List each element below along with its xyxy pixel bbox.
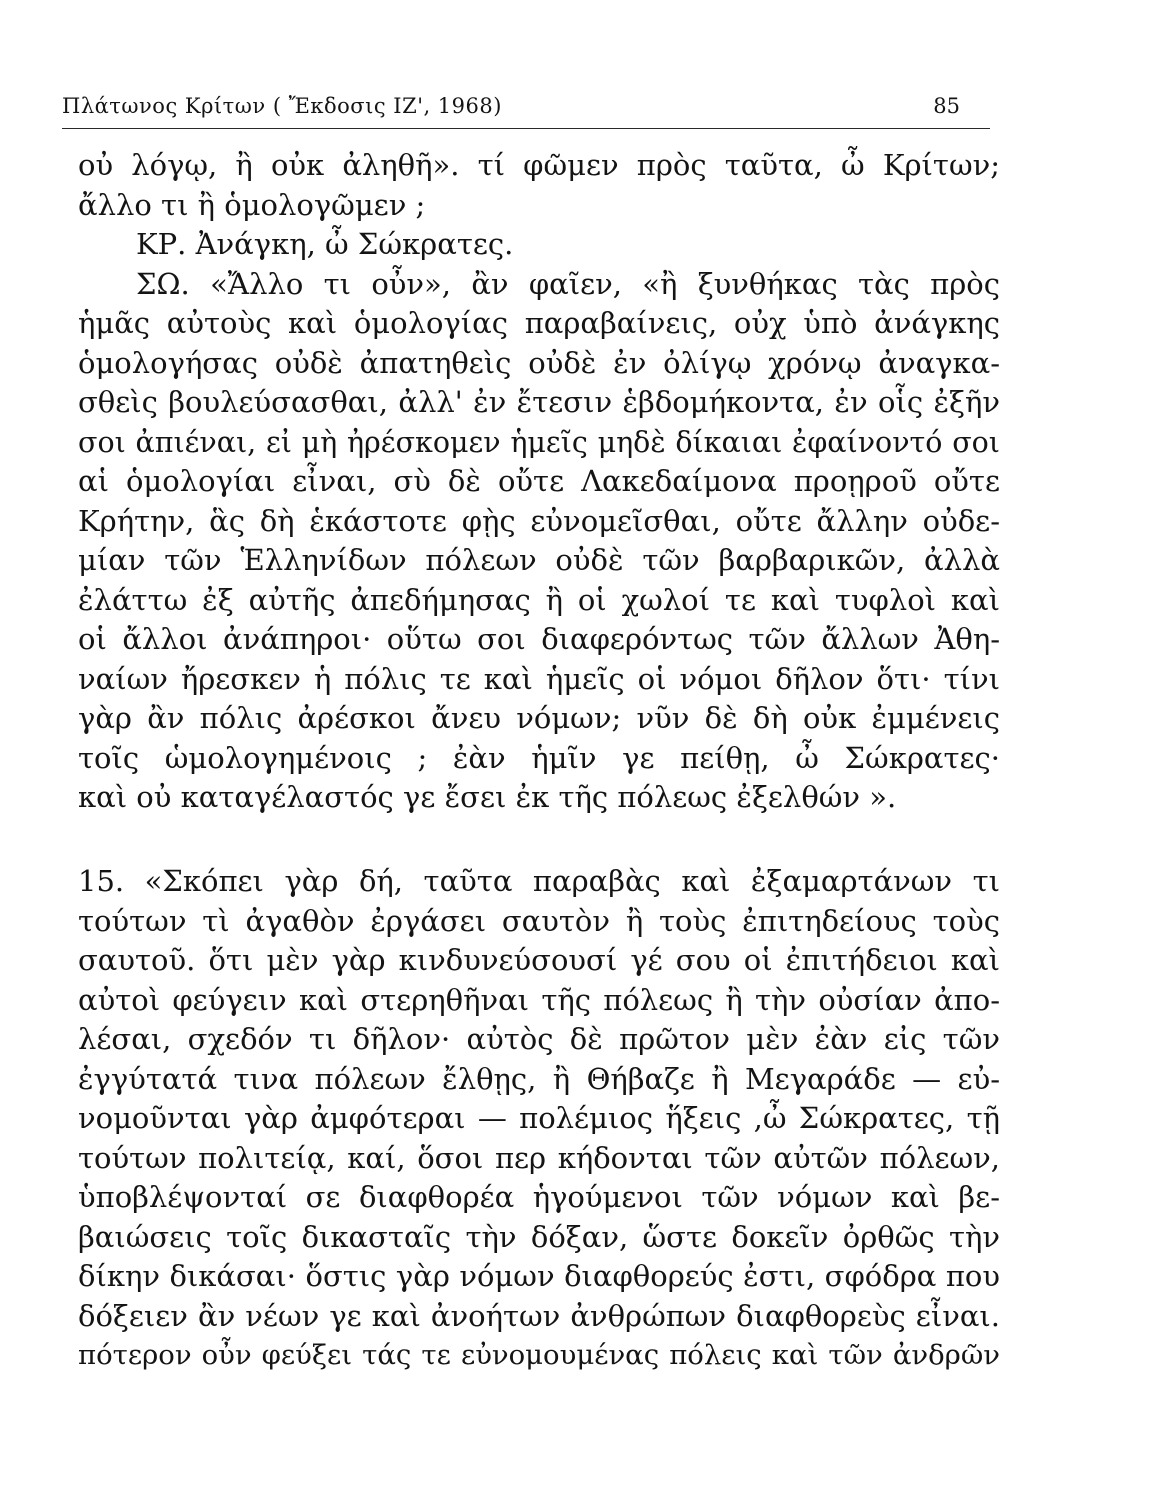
text-line: ἡμᾶς αὐτοὺς καὶ ὁμολογίας παραβαίνεις, οὐχ ὑπὸ ἀνάγκης (78, 306, 1000, 340)
text-line: ναίων ἤρεσκεν ἡ πόλις τε καὶ ἡμεῖς οἱ νόμοι δῆλον ὅτι· τίνι (78, 661, 1000, 696)
text-line: δίκην δικάσαι· ὅστις γὰρ νόμων διαφθορεύς ἐστι, σφόδρα που (78, 1259, 1000, 1293)
text-line: αὐτοὶ φεύγειν καὶ στερηθῆναι τῆς πόλεως ἢ τὴν οὐσίαν ἀπο- (78, 982, 1000, 1017)
text-line: σθεὶς βουλεύσασθαι, ἀλλ' ἐν ἔτεσιν ἑβδομήκοντα, ἐν οἷς ἐξῆν (78, 385, 1000, 419)
text-line: οἱ ἄλλοι ἀνάπηροι· οὕτω σοι διαφερόντως τῶν ἄλλων Ἀθη- (78, 622, 1000, 656)
text-block-section-15 (78, 862, 1000, 1376)
page-number: 85 (933, 94, 960, 118)
text-line: ὁμολογήσας οὐδὲ ἀπατηθεὶς οὐδὲ ἐν ὀλίγῳ χρόνῳ ἀναγκα- (78, 345, 1000, 380)
text-line: ἄλλο τι ἢ ὁμολογῶμεν ; (78, 187, 426, 222)
running-title: Πλάτωνος Κρίτων ( Ἔκδοσις ΙΖ', 1968) (62, 94, 502, 118)
speaker-line-so: ΣΩ. «Ἄλλο τι οὖν», ἂν φαῖεν, «ἢ ξυνθήκας τὰς πρὸς (136, 266, 1000, 301)
text-line: τούτων πολιτείᾳ, καί, ὅσοι περ κήδονται τῶν αὐτῶν πόλεων, (78, 1140, 1000, 1175)
text-line: σοι ἀπιέναι, εἰ μὴ ἠρέσκομεν ἡμεῖς μηδὲ δίκαιαι ἐφαίνοντό σοι (78, 425, 1000, 459)
section-15-first-line: 15. «Σκόπει γὰρ δή, ταῦτα παραβὰς καὶ ἐξαμαρτάνων τι (78, 864, 1000, 898)
text-line: ἐγγύτατά τινα πόλεων ἔλθῃς, ἢ Θήβαζε ἢ Μεγαράδε — εὐ- (78, 1061, 1000, 1096)
text-line: λέσαι, σχεδόν τι δῆλον· αὐτὸς δὲ πρῶτον μὲν ἐὰν εἰς τῶν (78, 1022, 1000, 1056)
text-line: τοῖς ὡμολογημένοις ; ἐὰν ἡμῖν γε πείθῃ, ὦ Σώκρατες· (78, 740, 1000, 775)
text-line: αἱ ὁμολογίαι εἶναι, σὺ δὲ οὔτε Λακεδαίμονα προῃροῦ οὔτε (78, 464, 1000, 498)
text-line: γὰρ ἂν πόλις ἀρέσκοι ἄνευ νόμων; νῦν δὲ δὴ οὐκ ἐμμένεις (78, 701, 1000, 735)
text-line: καὶ οὐ καταγέλαστός γε ἔσει ἐκ τῆς πόλεως ἐξελθών ». (78, 780, 897, 814)
text-line: μίαν τῶν Ἑλληνίδων πόλεων οὐδὲ τῶν βαρβαρικῶν, ἀλλὰ (78, 543, 1000, 577)
text-line: βαιώσεις τοῖς δικασταῖς τὴν δόξαν, ὥστε δοκεῖν ὀρθῶς τὴν (78, 1219, 1000, 1254)
text-line: πότερον οὖν φεύξει τάς τε εὐνομουμένας πόλεις καὶ τῶν ἀνδρῶν (78, 1339, 1000, 1371)
text-line: Κρήτην, ἃς δὴ ἑκάστοτε φῂς εὐνομεῖσθαι, οὔτε ἄλλην οὐδε- (78, 503, 1000, 538)
text-line: δόξειεν ἂν νέων γε καὶ ἀνοήτων ἀνθρώπων διαφθορεὺς εἶναι. (78, 1298, 1000, 1333)
text-line: ὑποβλέψονταί σε διαφθορέα ἡγούμενοι τῶν νόμων καὶ βε- (78, 1180, 1000, 1214)
text-line: σαυτοῦ. ὅτι μὲν γὰρ κινδυνεύσουσί γέ σου οἱ ἐπιτήδειοι καὶ (78, 943, 1000, 977)
speaker-line-kr: ΚΡ. Ἀνάγκη, ὦ Σώκρατες. (136, 227, 514, 261)
running-header (62, 88, 990, 129)
text-line: ἐλάττω ἐξ αὐτῆς ἀπεδήμησας ἢ οἱ χωλοί τε καὶ τυφλοὶ καὶ (78, 582, 1000, 617)
text-line: οὐ λόγῳ, ἢ οὐκ ἀληθῆ». τί φῶμεν πρὸς ταῦτα, ὦ Κρίτων; (78, 148, 1000, 182)
text-line: τούτων τὶ ἀγαθὸν ἐργάσει σαυτὸν ἢ τοὺς ἐπιτηδείους τοὺς (78, 903, 1000, 938)
text-block-dialogue (78, 146, 1000, 818)
text-line: νομοῦνται γὰρ ἀμφότεραι — πολέμιος ἥξεις ,ὦ Σώκρατες, τῇ (78, 1101, 1000, 1135)
